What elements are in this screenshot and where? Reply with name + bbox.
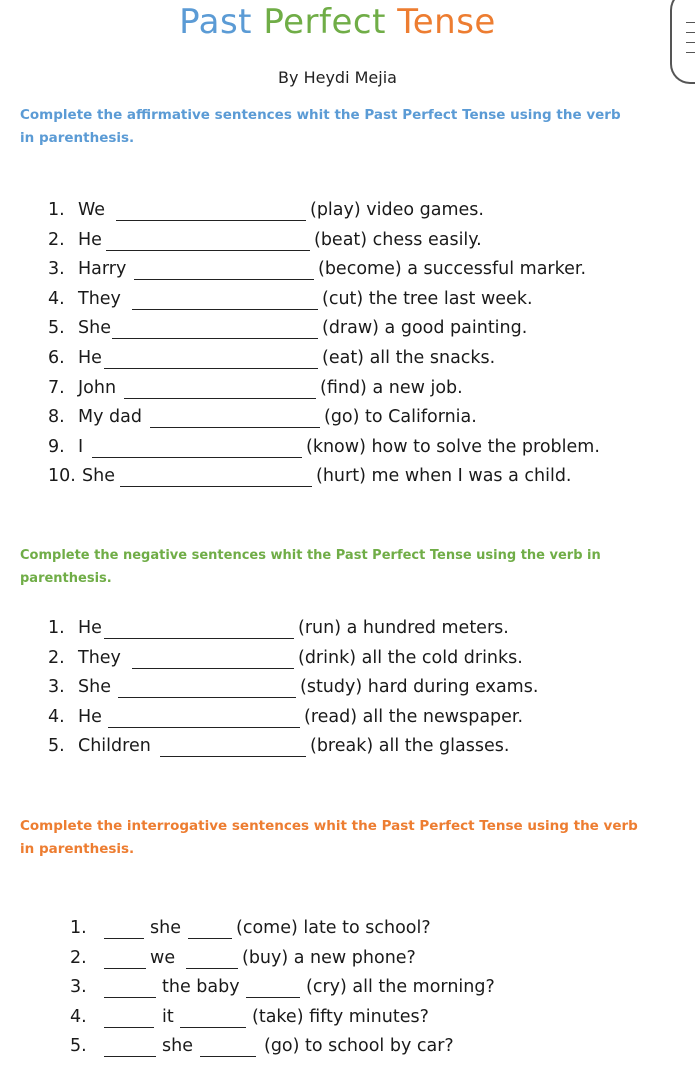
answer-blank[interactable] <box>118 677 296 698</box>
answer-blank[interactable] <box>120 466 312 487</box>
item-number: 3. <box>48 677 65 698</box>
item-rest: (run) a hundred meters. <box>298 618 509 638</box>
item-number: 6. <box>48 347 65 368</box>
item-subject: it <box>162 1006 174 1027</box>
title-word-perfect: Perfect <box>263 2 386 42</box>
item-subject: He <box>78 347 102 368</box>
answer-blank[interactable] <box>186 948 238 969</box>
item-number: 2. <box>70 947 87 968</box>
answer-blank[interactable] <box>92 437 302 458</box>
item-rest: (take) fifty minutes? <box>252 1006 429 1027</box>
item-number: 3. <box>48 259 65 280</box>
answer-blank[interactable] <box>104 1007 154 1028</box>
item-rest: (read) all the newspaper. <box>304 706 524 727</box>
item-subject: we <box>150 947 176 968</box>
answer-blank[interactable] <box>104 918 144 939</box>
title-word-past: Past <box>179 2 253 42</box>
answer-blank[interactable] <box>160 736 306 757</box>
answer-blank[interactable] <box>106 230 310 251</box>
item-subject: We <box>78 200 106 220</box>
item-number: 9. <box>48 436 65 457</box>
answer-blank[interactable] <box>104 948 146 969</box>
answer-blank[interactable] <box>116 200 306 221</box>
item-subject: she <box>150 918 181 938</box>
answer-blank[interactable] <box>188 918 232 939</box>
item-rest: (buy) a new phone? <box>242 947 416 968</box>
answer-blank[interactable] <box>134 259 314 280</box>
item-rest: (find) a new job. <box>320 377 463 398</box>
answer-blank[interactable] <box>112 318 318 339</box>
item-subject: My dad <box>78 407 142 428</box>
answer-blank[interactable] <box>132 289 318 310</box>
answer-blank[interactable] <box>104 348 318 369</box>
item-rest: (go) to California. <box>324 407 477 428</box>
item-number: 3. <box>70 977 87 998</box>
answer-blank[interactable] <box>104 618 294 639</box>
item-number: 7. <box>48 377 65 398</box>
item-number: 5. <box>48 736 65 757</box>
item-subject: They <box>78 647 121 668</box>
item-rest: (draw) a good painting. <box>322 318 528 339</box>
affirmative-heading: Complete the affirmative sentences whit the Past Perfect Tense using the verb in parenthesis. <box>20 107 621 146</box>
item-rest: (eat) all the snacks. <box>322 347 496 368</box>
item-subject: He <box>78 618 102 638</box>
item-rest: (play) video games. <box>310 200 484 220</box>
answer-blank[interactable] <box>180 1007 246 1028</box>
item-subject: Children <box>78 736 151 757</box>
item-rest: (break) all the glasses. <box>310 736 510 757</box>
answer-blank[interactable] <box>108 707 300 728</box>
page-title <box>0 2 675 42</box>
answer-blank[interactable] <box>246 977 300 998</box>
answer-blank[interactable] <box>150 407 320 428</box>
interrogative-heading: Complete the interrogative sentences whit the Past Perfect Tense using the verb in parenthesis. <box>20 818 638 857</box>
item-subject: she <box>162 1036 193 1057</box>
item-subject: He <box>78 706 102 727</box>
item-subject: She <box>78 318 111 339</box>
item-subject: She <box>82 466 115 487</box>
item-number: 4. <box>48 706 65 727</box>
item-rest: (cut) the tree last week. <box>322 288 533 309</box>
item-number: 10. <box>48 466 76 487</box>
item-subject: She <box>78 677 111 698</box>
author-line: By Heydi Mejia <box>278 68 397 87</box>
item-rest: (drink) all the cold drinks. <box>298 647 523 668</box>
item-number: 5. <box>70 1036 87 1057</box>
title-word-tense: Tense <box>397 2 496 42</box>
item-subject: Harry <box>78 259 127 280</box>
item-number: 1. <box>48 200 65 220</box>
item-subject: He <box>78 229 102 250</box>
item-rest: (become) a successful marker. <box>318 259 587 280</box>
item-rest: (hurt) me when I was a child. <box>316 466 572 487</box>
item-subject: John <box>78 377 117 398</box>
item-rest: (go) to school by car? <box>264 1036 454 1057</box>
answer-blank[interactable] <box>132 648 294 669</box>
item-rest: (beat) chess easily. <box>314 229 482 250</box>
answer-blank[interactable] <box>124 378 316 399</box>
item-number: 4. <box>70 1006 87 1027</box>
item-number: 1. <box>48 618 65 638</box>
item-number: 2. <box>48 229 65 250</box>
item-number: 4. <box>48 288 65 309</box>
item-number: 5. <box>48 318 65 339</box>
item-rest: (cry) all the morning? <box>306 977 495 998</box>
negative-heading: Complete the negative sentences whit the Past Perfect Tense using the verb in parenthesis. <box>20 548 601 586</box>
item-number: 2. <box>48 647 65 668</box>
answer-blank[interactable] <box>104 977 156 998</box>
item-subject: They <box>78 288 121 309</box>
item-rest: (come) late to school? <box>236 918 431 938</box>
item-subject: I <box>78 436 84 457</box>
answer-blank[interactable] <box>200 1036 256 1057</box>
item-subject: the baby <box>162 977 240 998</box>
item-number: 1. <box>70 918 87 938</box>
item-rest: (know) how to solve the problem. <box>306 436 600 457</box>
item-number: 8. <box>48 407 65 428</box>
item-rest: (study) hard during exams. <box>300 677 539 698</box>
answer-blank[interactable] <box>104 1036 156 1057</box>
